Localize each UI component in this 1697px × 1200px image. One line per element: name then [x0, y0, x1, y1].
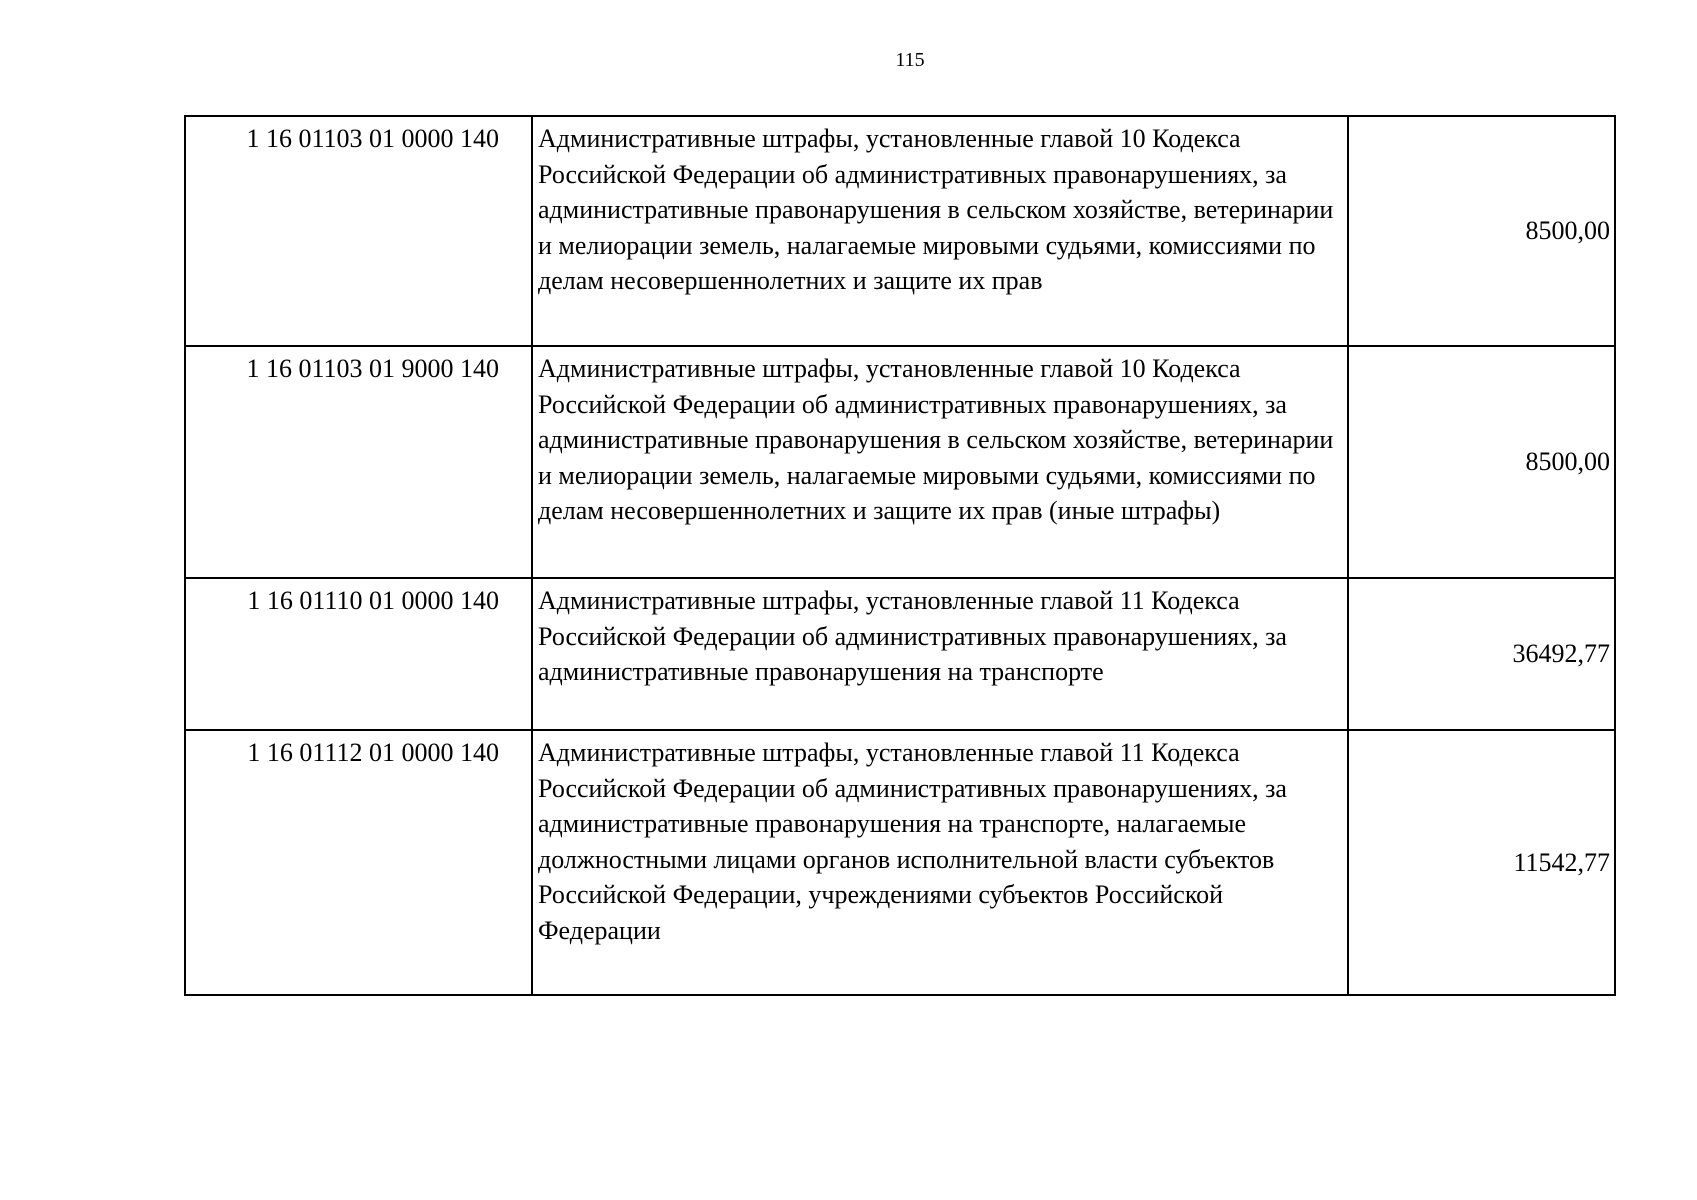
description-cell: Административные штрафы, установленные главой 10 Кодекса Российской Федерации об административных правонарушениях, за административные правонарушения в сельском хозяйстве, ветеринарии и мелиорации земель, налагаемые мировыми судьями, комиссиями по делам несовершеннолетних и защите их прав: [532, 116, 1348, 346]
description-cell: Административные штрафы, установленные главой 11 Кодекса Российской Федерации об административных правонарушениях, за административные правонарушения на транспорте: [532, 578, 1348, 730]
table-row: [185, 578, 1615, 730]
page-number: 115: [895, 49, 925, 71]
description-cell: Административные штрафы, установленные главой 10 Кодекса Российской Федерации об административных правонарушениях, за административные правонарушения в сельском хозяйстве, ветеринарии и мелиорации земель, налагаемые мировыми судьями, комиссиями по делам несовершеннолетних и защите их прав (иные штрафы): [532, 346, 1348, 578]
amount-cell: 11542,77: [1348, 730, 1615, 995]
amount-cell: 8500,00: [1348, 346, 1615, 578]
table-row: [185, 346, 1615, 578]
table-row: [185, 116, 1615, 346]
description-cell: Административные штрафы, установленные главой 11 Кодекса Российской Федерации об административных правонарушениях, за административные правонарушения на транспорте, налагаемые должностными лицами органов исполнительной власти субъектов Российской Федерации, учреждениями субъектов Российской Федерации: [532, 730, 1348, 995]
table-row: [185, 730, 1615, 995]
amount-cell: 8500,00: [1348, 116, 1615, 346]
amount-cell: 36492,77: [1348, 578, 1615, 730]
classification-code-cell: 1 16 01112 01 0000 140: [185, 730, 532, 995]
classification-code-cell: 1 16 01103 01 9000 140: [185, 346, 532, 578]
budget-table: [184, 115, 1616, 996]
classification-code-cell: 1 16 01110 01 0000 140: [185, 578, 532, 730]
classification-code-cell: 1 16 01103 01 0000 140: [185, 116, 532, 346]
